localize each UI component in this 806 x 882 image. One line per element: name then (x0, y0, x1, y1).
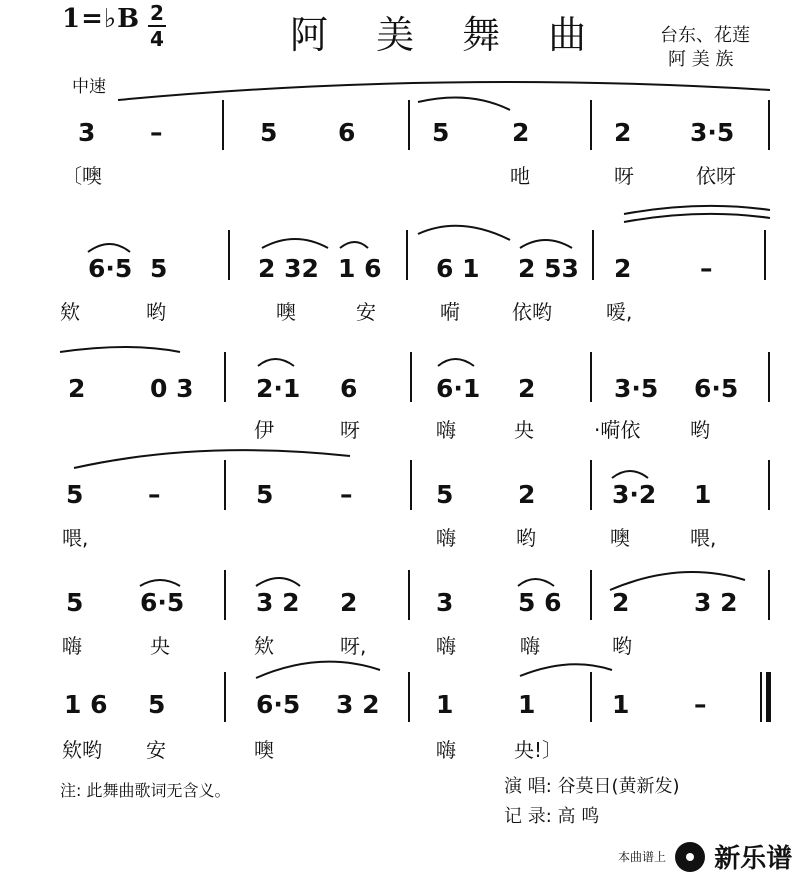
lyric: 欸 (60, 300, 80, 324)
lyric: 哟 (690, 418, 710, 442)
note: 6 1 (436, 254, 480, 283)
slur (520, 240, 572, 248)
lyric: 吔 (510, 164, 530, 188)
note: 2 (518, 480, 536, 509)
page-title: 阿 美 舞 曲 (290, 13, 605, 57)
note: – (150, 118, 163, 147)
bar-line (592, 230, 594, 280)
bar-line (228, 230, 230, 280)
lyric: 安 (146, 738, 166, 762)
lyric: 噢 (254, 738, 274, 762)
slur (520, 664, 612, 676)
bar-line (768, 460, 770, 510)
note: 2 (518, 374, 536, 403)
singer-name: 谷莫日(黄新发) (557, 776, 680, 797)
note: 3 (436, 588, 454, 617)
bar-line (410, 460, 412, 510)
note: 5 (150, 254, 168, 283)
note: 2 (612, 588, 630, 617)
note: 2 (68, 374, 86, 403)
recorder-row (504, 802, 680, 832)
source-small-text: 本曲谱上 (618, 850, 667, 864)
lyric: 嗨 (436, 418, 456, 442)
note: 5 (66, 588, 84, 617)
note: 5 (436, 480, 454, 509)
bar-line (224, 352, 226, 402)
note: – (700, 254, 713, 283)
slur (256, 578, 300, 586)
lyric: 欸哟 (62, 738, 102, 762)
note: 6·5 (140, 588, 185, 617)
note: 5 (260, 118, 278, 147)
lyric: 哟 (516, 526, 536, 550)
slur (418, 226, 510, 240)
bar-line (408, 570, 410, 620)
origin-region: 台东、花莲 (660, 25, 750, 46)
note: 3 (78, 118, 96, 147)
lyric: 呀, (340, 634, 367, 658)
recorder-name: 高 鸣 (557, 806, 600, 827)
slur (624, 214, 770, 222)
bar-line (590, 100, 592, 150)
bar-line (590, 672, 592, 722)
note: 6·5 (256, 690, 301, 719)
lyric: 央!〕 (514, 738, 563, 762)
lyric: 安 (356, 300, 376, 324)
bar-line (406, 230, 408, 280)
slur (60, 347, 180, 352)
note: 3·2 (612, 480, 657, 509)
slur (340, 242, 368, 248)
singer-row (504, 772, 680, 802)
note: 2 (614, 254, 632, 283)
slur (612, 471, 648, 478)
source-brand: 新乐谱 (714, 844, 793, 874)
origin-ethnic: 阿 美 族 (668, 49, 734, 70)
note: 2 32 (258, 254, 319, 283)
recorder-label: 记 录: (504, 806, 552, 827)
note: 6·5 (88, 254, 133, 283)
note: 6·5 (694, 374, 739, 403)
note: 2 (340, 588, 358, 617)
note: 5 (256, 480, 274, 509)
note: 6 (338, 118, 356, 147)
note: 3 2 (336, 690, 380, 719)
note: 0 3 (150, 374, 194, 403)
note: 2·1 (256, 374, 301, 403)
lyric: 噢 (276, 300, 296, 324)
slur (418, 98, 510, 111)
lyric: 〔噢 (62, 164, 102, 188)
lyric: 喂, (62, 526, 89, 550)
lyric: 呀 (340, 418, 360, 442)
key-signature: 1=♭B (62, 4, 141, 34)
lyric: 嗳, (606, 300, 633, 324)
note: 3 2 (256, 588, 300, 617)
lyric: 依哟 (512, 300, 552, 324)
note: 1 (518, 690, 536, 719)
final-bar-line-thick (766, 672, 771, 722)
lyric: 伊 (254, 418, 274, 442)
lyric: ·嗬依 (594, 418, 641, 442)
lyric: 嗨 (436, 634, 456, 658)
lyric: 欸 (254, 634, 274, 658)
lyric: 哟 (146, 300, 166, 324)
slur (438, 359, 474, 366)
lyric: 嗨 (436, 526, 456, 550)
lyric: 嗨 (436, 738, 456, 762)
note: 5 6 (518, 588, 562, 617)
bar-line (222, 100, 224, 150)
credits (504, 772, 680, 832)
slur (256, 662, 380, 678)
bar-line (408, 672, 410, 722)
lyric: 央 (150, 634, 170, 658)
note: 2 53 (518, 254, 579, 283)
lyric: 喂, (690, 526, 717, 550)
note: 5 (66, 480, 84, 509)
note: 2 (614, 118, 632, 147)
lyric: 嗨 (520, 634, 540, 658)
lyric: 依呀 (696, 164, 736, 188)
note: 1 6 (338, 254, 382, 283)
note: 3 2 (694, 588, 738, 617)
slur (518, 579, 554, 586)
bar-line (224, 460, 226, 510)
note: – (148, 480, 161, 509)
slur (258, 359, 294, 366)
note: 1 6 (64, 690, 108, 719)
bar-line (590, 570, 592, 620)
bar-line (768, 352, 770, 402)
slur (74, 450, 350, 468)
bar-line (590, 352, 592, 402)
footnote: 注: 此舞曲歌词无含义。 (60, 781, 231, 800)
source-watermark (618, 838, 792, 875)
note: 3·5 (614, 374, 659, 403)
note: 6 (340, 374, 358, 403)
note: – (340, 480, 353, 509)
note: 5 (432, 118, 450, 147)
bar-line (408, 100, 410, 150)
time-top: 2 (150, 1, 164, 25)
lyric: 噢 (610, 526, 630, 550)
tempo-marking: 中速 (72, 77, 106, 97)
bar-line (224, 570, 226, 620)
note: 1 (436, 690, 454, 719)
music-disc-icon (675, 842, 705, 872)
bar-line (764, 230, 766, 280)
lyric: 呀 (614, 164, 634, 188)
bar-line (768, 100, 770, 150)
note: 5 (148, 690, 166, 719)
bar-line (768, 570, 770, 620)
final-bar-line-thin (760, 672, 762, 722)
note: 1 (612, 690, 630, 719)
note: 3·5 (690, 118, 735, 147)
slur (88, 244, 130, 252)
lyric: 嗬 (440, 300, 460, 324)
slur (624, 206, 770, 214)
note: 1 (694, 480, 712, 509)
note: 6·1 (436, 374, 481, 403)
time-bottom: 4 (150, 27, 164, 51)
bar-line (224, 672, 226, 722)
lyric: 哟 (612, 634, 632, 658)
note: 2 (512, 118, 530, 147)
slur (140, 580, 180, 586)
bar-line (590, 460, 592, 510)
lyric: 嗨 (62, 634, 82, 658)
slur (262, 239, 328, 248)
singer-label: 演 唱: (504, 776, 552, 797)
note: – (694, 690, 707, 719)
bar-line (410, 352, 412, 402)
lyric: 央 (514, 418, 534, 442)
